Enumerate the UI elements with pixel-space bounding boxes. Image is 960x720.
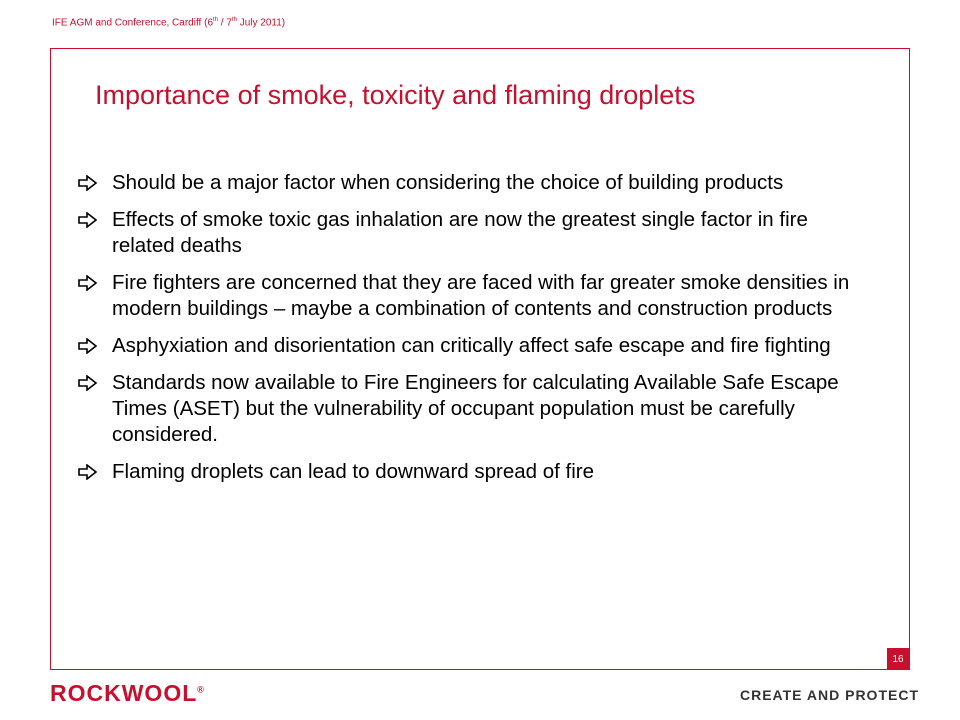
conference-header: IFE AGM and Conference, Cardiff (6th / 7th July 2011)	[52, 17, 286, 29]
bullet-item	[72, 333, 872, 359]
arrow-bullet-icon	[78, 375, 98, 391]
bullet-text: Asphyxiation and disorientation can critically affect safe escape and fire fighting	[112, 334, 831, 357]
bullet-list	[72, 170, 872, 496]
bullet-item	[72, 170, 872, 196]
arrow-bullet-icon	[78, 175, 98, 191]
bullet-text: Standards now available to Fire Engineers for calculating Available Safe Escape Times (ASET) but the vulnerability of occupant population must be carefully considered.	[112, 371, 839, 446]
bullet-item	[72, 459, 872, 485]
slide-title: Importance of smoke, toxicity and flaming droplets	[95, 80, 696, 110]
bullet-item	[72, 270, 872, 322]
arrow-bullet-icon	[78, 275, 98, 291]
bullet-text: Effects of smoke toxic gas inhalation are now the greatest single factor in fire related deaths	[112, 208, 808, 257]
bullet-item	[72, 370, 872, 448]
bullet-text: Flaming droplets can lead to downward spread of fire	[112, 460, 595, 483]
bullet-item	[72, 207, 872, 259]
arrow-bullet-icon	[78, 338, 98, 354]
tagline: CREATE AND PROTECT	[740, 687, 919, 703]
rockwool-logo: ROCKWOOL®	[50, 680, 204, 706]
bullet-text: Should be a major factor when considering the choice of building products	[112, 171, 784, 194]
bullet-text: Fire fighters are concerned that they are faced with far greater smoke densities in modern buildings – maybe a combination of contents and construction products	[112, 271, 850, 320]
arrow-bullet-icon	[78, 212, 98, 228]
arrow-bullet-icon	[78, 464, 98, 480]
page-number-badge: 16	[887, 648, 909, 670]
